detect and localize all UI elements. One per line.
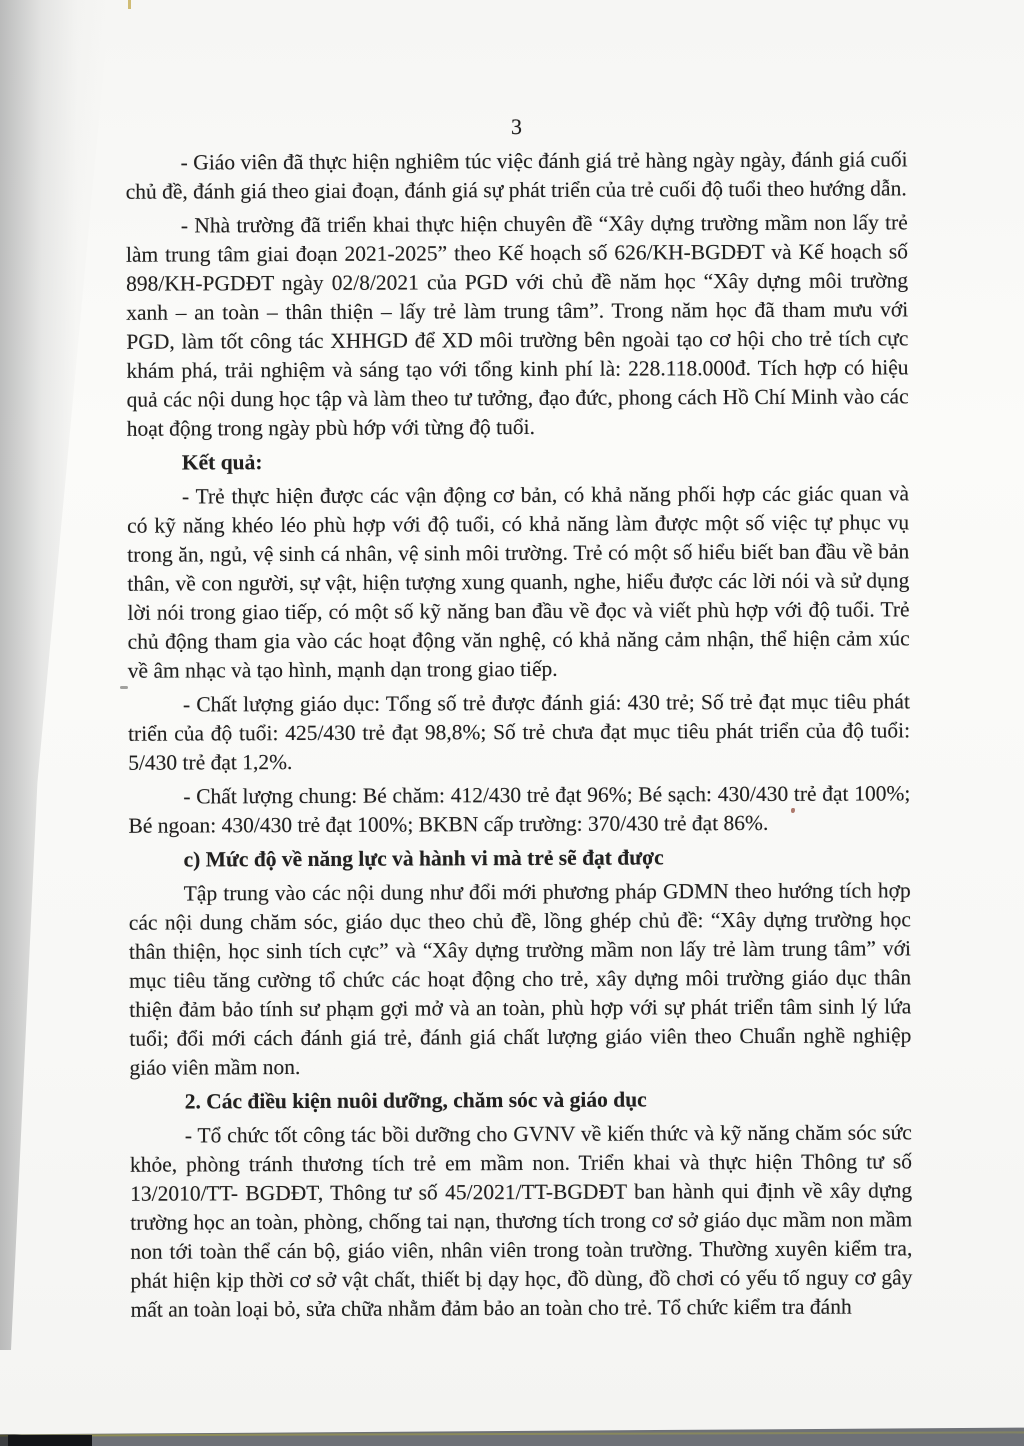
heading-ket-qua: Kết quả: xyxy=(181,450,263,475)
paragraph-method-renewal: Tập trung vào các nội dung như đổi mới phương pháp GDMN theo hướng tích hợp các nội dung chăm sóc, giáo dục theo chủ đề, lồng ghép chủ đề: “Xây dựng trường học thân thiện, học sinh tích cực” và “Xây dựng trường mầm non lấy trẻ làm trung tâm” với mục tiêu tăng cường tổ chức các hoạt động cho trẻ, xây dựng môi trường giáo dục thân thiện đảm bảo tính sư phạm gợi mở và an toàn, phù hợp với sự phát triển tâm sinh lý lứa tuổi; đổi mới cách đánh giá trẻ, đánh giá chất lượng giáo viên theo Chuẩn nghề nghiệp giáo viên mầm non. xyxy=(128,878,912,1080)
scanner-band-black-block xyxy=(8,1435,92,1446)
paragraph-education-quality: - Chất lượng giáo dục: Tổng số trẻ được đánh giá: 430 trẻ; Số trẻ đạt mục tiêu phát triển của độ tuổi: 425/430 trẻ đạt 98,8%; Số trẻ chưa đạt mục tiêu phát triển của độ tuổi: 5/430 trẻ đạt 1,2%. xyxy=(128,689,911,775)
paragraph-school-program: - Nhà trường đã triển khai thực hiện chuyên đề “Xây dựng trường mầm non lấy trẻ làm trung tâm giai đoạn 2021-2025” theo Kế hoạch số 626/KH-BGDĐT và Kế hoạch số 898/KH-PGDĐT ngày 02/8/2021 của PGD với chủ đề năm học “Xây dựng môi trường xanh – an toàn – thân thiện – lấy trẻ làm trung tâm”. Trong năm học đã tham mưu với PGD, làm tốt công tác XHHGD để XD môi trường bên ngoài tạo cơ hội cho trẻ tích cực khám phá, trải nghiệm và sáng tạo với tổng kinh phí là: 228.118.000đ. Tích hợp có hiệu quả các nội dung học tập và làm theo tư tưởng, đạo đức, phong cách Hồ Chí Minh vào các hoạt động trong ngày pbù hớp với từng độ tuổi. xyxy=(125,210,909,441)
page-number: 3 xyxy=(510,113,522,140)
paragraph-teacher-evaluation: - Giáo viên đã thực hiện nghiêm túc việc đánh giá trẻ hàng ngày ngày, đánh giá cuối chủ đề, đánh giá theo giai đoạn, đánh giá sự phát triển của trẻ cuối độ tuổi theo hướng dẫn. xyxy=(125,147,908,204)
heading-section-c: c) Mức độ về năng lực và hành vi mà trẻ sẽ đạt được xyxy=(183,845,664,872)
scan-artifact-dash xyxy=(120,686,128,689)
scan-artifact-top-tick xyxy=(128,0,131,9)
document-body xyxy=(125,110,912,1329)
paragraph-general-quality: - Chất lượng chung: Bé chăm: 412/430 trẻ đạt 96%; Bé sạch: 430/430 trẻ đạt 100%; Bé ngoan: 430/430 trẻ đạt 100%; BKBN cấp trường: 370/430 trẻ đạt 86%. xyxy=(128,781,911,838)
paragraph-care-conditions: - Tổ chức tốt công tác bồi dưỡng cho GVNV về kiến thức và kỹ năng chăm sóc sức khỏe, phòng tránh thương tích trẻ em mầm non. Triển khai và thực hiện Thông tư số 13/2010/TT- BGDĐT, Thông tư số 45/2021/TT-BGDĐT ban hành qui định về xây dựng trường học an toàn, phòng, chống tai nạn, thương tích trong cơ sở giáo dục mầm non mầm non tới toàn thể cán bộ, giáo viên, nhân viên trong toàn trường. Thường xuyên kiểm tra, phát hiện kịp thời cơ sở vật chất, thiết bị dạy học, đồ dùng, đồ chơi có yếu tố nguy cơ gây mất an toàn loại bỏ, sửa chữa nhằm đảm bảo an toàn cho trẻ. Tổ chức kiểm tra đánh xyxy=(129,1120,913,1322)
paragraph-child-results: - Trẻ thực hiện được các vận động cơ bản, có khả năng phối hợp các giác quan và có kỹ năng khéo léo phù hợp với độ tuổi, có khả năng làm được một số việc tự phục vụ trong ăn, ngủ, vệ sinh cá nhân, vệ sinh môi trường. Trẻ có một số hiểu biết ban đầu về bản thân, về con người, sự vật, hiện tượng xung quanh, nghe, hiểu được các lời nói và sử dụng lời nói trong giao tiếp, có một số kỹ năng ban đầu về đọc và viết phù hợp với độ tuổi. Trẻ chủ động tham gia vào các hoạt động văn nghệ, có khả năng cảm nhận, thể hiện cảm xúc về âm nhạc và tạo hình, mạnh dạn trong giao tiếp. xyxy=(127,481,910,683)
heading-section-2: 2. Các điều kiện nuôi dưỡng, chăm sóc và giáo dục xyxy=(184,1087,647,1114)
